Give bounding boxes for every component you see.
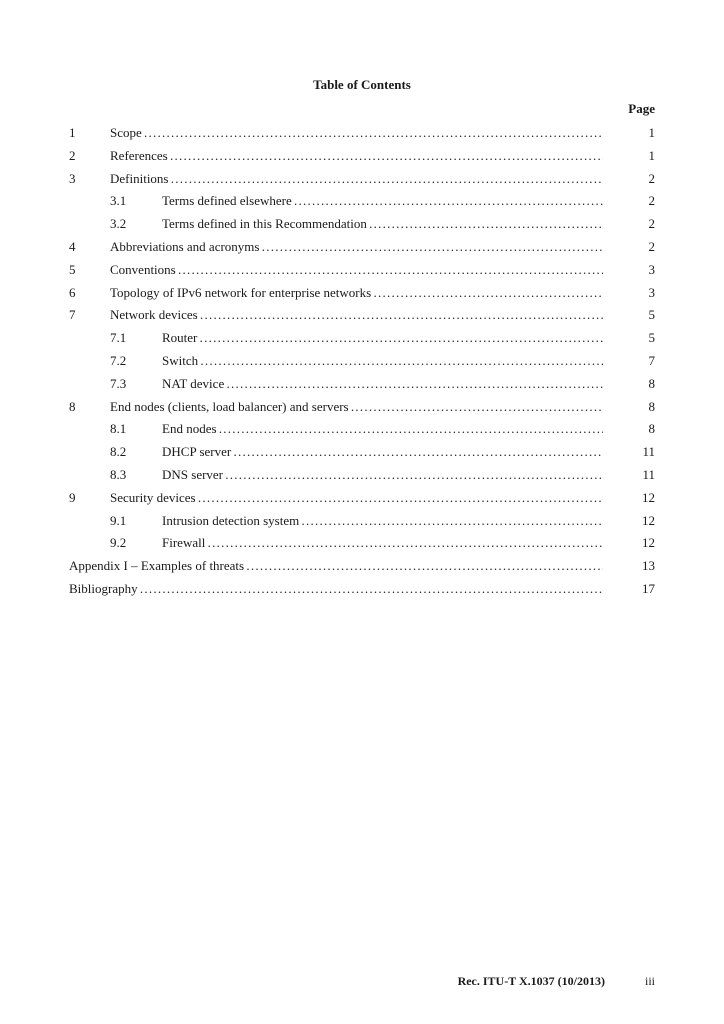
toc-entry-page: 2 <box>648 170 655 186</box>
toc-entry[interactable] <box>0 489 724 507</box>
toc-entry[interactable] <box>0 192 724 210</box>
toc-entry-page: 12 <box>642 535 655 551</box>
toc-title: Table of Contents <box>313 77 411 92</box>
toc-entry-page: 7 <box>648 353 655 368</box>
toc-entry-page: 3 <box>648 261 655 277</box>
toc-entry-page: 8 <box>648 375 655 391</box>
toc-entry-number: 7 <box>69 307 76 323</box>
toc-entry-page: 8 <box>648 421 655 437</box>
toc-entry[interactable] <box>0 215 724 233</box>
toc-entry[interactable] <box>0 557 724 575</box>
toc-entry-title: Appendix I – Examples of threats . . . <box>69 557 603 575</box>
toc-entry-page: 2 <box>648 239 655 254</box>
toc-entry[interactable] <box>0 261 724 279</box>
toc-entry[interactable] <box>0 580 724 598</box>
toc-entry[interactable] <box>0 124 724 142</box>
toc-entry-title: Terms defined elsewhere . . . <box>162 192 603 210</box>
toc-entry-page: 5 <box>648 307 655 323</box>
toc-entry-number: 1 <box>69 125 76 140</box>
toc-entry-title: End nodes (clients, load balancer) and servers . . . <box>110 398 603 416</box>
toc-entry-number: 3.1 <box>110 193 127 209</box>
toc-entry-number: 8.1 <box>110 421 127 437</box>
toc-entry-number: 5 <box>69 261 76 277</box>
toc-entry-title: Topology of IPv6 network for enterprise networks . . . <box>110 284 603 302</box>
toc-entry-title: References . . . <box>110 147 603 165</box>
toc-entry-number: 7.1 <box>110 330 127 346</box>
toc-entry-title: End nodes . . . <box>162 420 603 438</box>
toc-entry[interactable] <box>0 420 724 438</box>
toc-entry[interactable] <box>0 352 724 370</box>
toc-entry-title: Router . . . <box>162 329 603 347</box>
toc-entry-number: 9.1 <box>110 512 127 528</box>
toc-entry-page: 5 <box>648 330 655 346</box>
toc-entry-page: 11 <box>642 467 655 482</box>
toc-entry[interactable] <box>0 512 724 530</box>
toc-entry[interactable] <box>0 398 724 416</box>
toc-entry-page: 2 <box>648 216 655 232</box>
toc-entry-number: 8.3 <box>110 467 127 482</box>
toc-entry-title: Bibliography . . . <box>69 580 603 598</box>
toc-entry-number: 7.3 <box>110 375 127 391</box>
toc-entry-number: 6 <box>69 284 76 300</box>
toc-entry[interactable] <box>0 306 724 324</box>
toc-entry[interactable] <box>0 375 724 393</box>
toc-entry-page: 2 <box>648 193 655 209</box>
toc-entry-title: Security devices . . . <box>110 489 603 507</box>
toc-entry-title: Switch . . . <box>162 352 603 370</box>
toc-entry-page: 12 <box>642 512 655 528</box>
toc-entry-number: 4 <box>69 239 76 254</box>
toc-entry-title: Firewall . . . <box>162 534 603 552</box>
toc-entry-title: Intrusion detection system . . . <box>162 512 603 530</box>
footer-page-number: iii <box>644 974 655 988</box>
footer-reference: Rec. ITU-T X.1037 (10/2013) <box>457 974 605 988</box>
toc-entry-page: 11 <box>642 444 655 460</box>
toc-entry-page: 1 <box>648 147 655 163</box>
toc-entry-number: 9.2 <box>110 535 127 551</box>
toc-entry-title: DNS server . . . <box>162 466 603 484</box>
toc-entry-number: 7.2 <box>110 353 127 368</box>
toc-entry-page: 1 <box>648 125 655 140</box>
toc-entry-title: Conventions . . . <box>110 261 603 279</box>
toc-entry-number: 3 <box>69 170 76 186</box>
toc-entry[interactable] <box>0 534 724 552</box>
toc-entry-title: DHCP server . . . <box>162 443 603 461</box>
toc-entry-page: 13 <box>642 558 655 574</box>
toc-entry[interactable] <box>0 170 724 188</box>
toc-entry[interactable] <box>0 147 724 165</box>
toc-entry-title: NAT device . . . <box>162 375 603 393</box>
toc-entry[interactable] <box>0 466 724 484</box>
toc-entry[interactable] <box>0 238 724 256</box>
toc-entry-number: 8.2 <box>110 444 127 460</box>
toc-entry[interactable] <box>0 329 724 347</box>
toc-entry-title: Network devices . . . <box>110 306 603 324</box>
toc-entry-number: 2 <box>69 147 76 163</box>
toc-entry[interactable] <box>0 443 724 461</box>
toc-entry-title: Definitions . . . <box>110 170 603 188</box>
page-column-header: Page <box>628 101 655 116</box>
toc-entry-page: 8 <box>648 398 655 414</box>
toc-entry-title: Abbreviations and acronyms . . . <box>110 238 603 256</box>
toc-entry-title: Terms defined in this Recommendation . . . <box>162 215 603 233</box>
toc-entry-page: 17 <box>642 581 655 596</box>
toc-entry-number: 9 <box>69 489 76 505</box>
toc-entry[interactable] <box>0 284 724 302</box>
toc-entry-number: 3.2 <box>110 216 127 232</box>
toc-entry-page: 3 <box>648 284 655 300</box>
toc-entry-page: 12 <box>642 489 655 505</box>
toc-entry-number: 8 <box>69 398 76 414</box>
toc-entry-title: Scope . . . <box>110 124 603 142</box>
